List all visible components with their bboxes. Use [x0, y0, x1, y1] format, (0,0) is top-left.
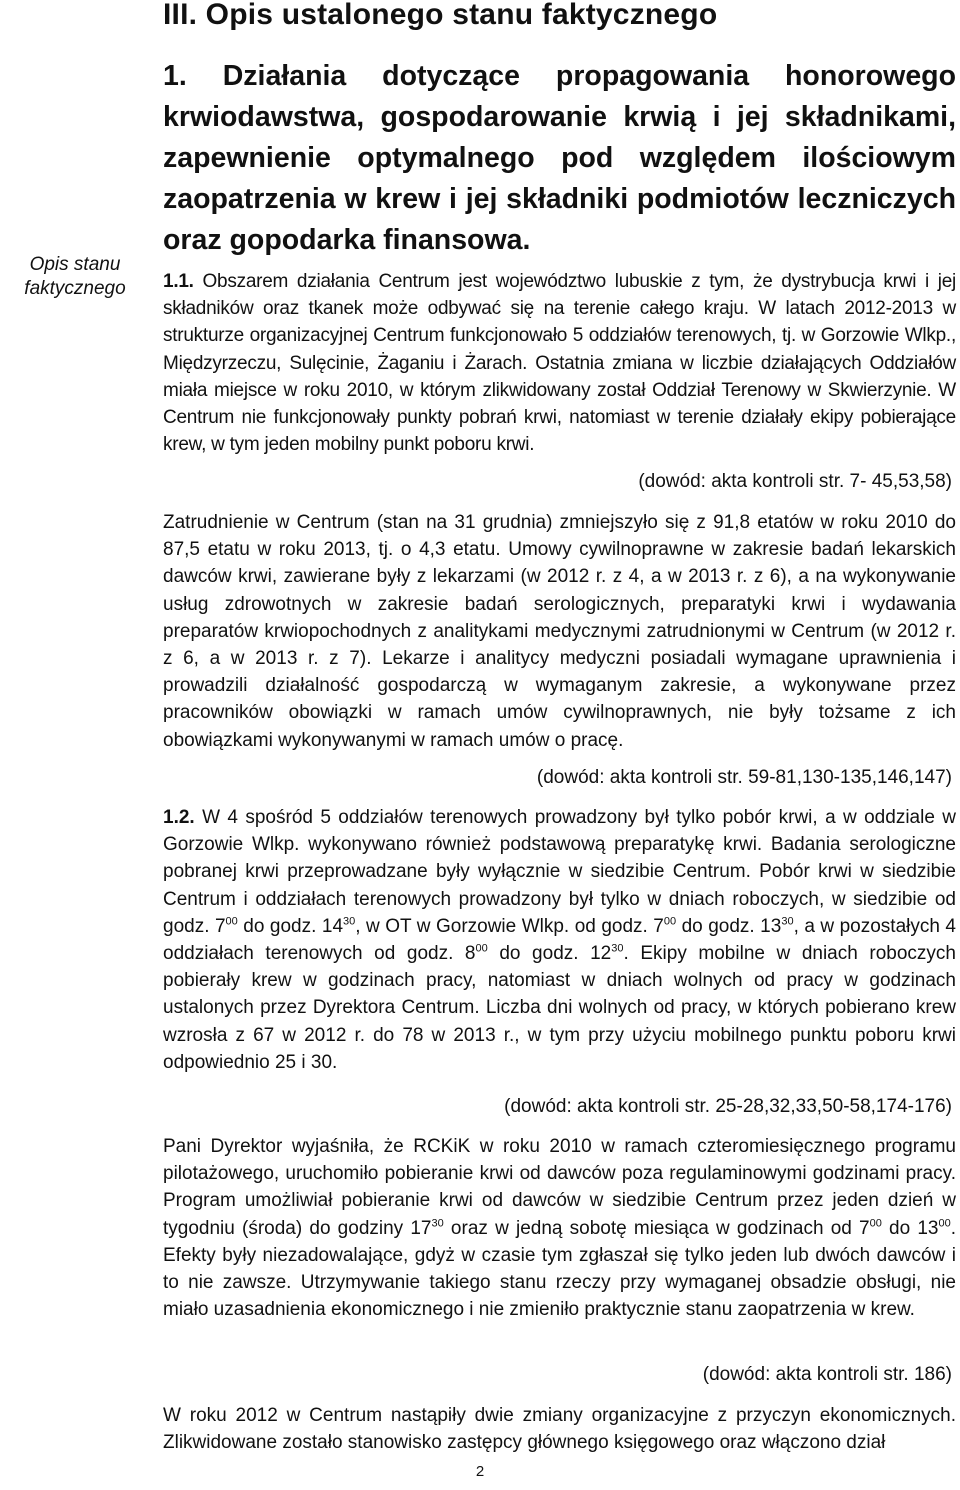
subsection-title: 1. Działania dotyczące propagowania honorowego krwiodawstwa, gospodarowanie krwią i jej składnikami, zapewnienie optymalnego pod względem ilościowym zaopatrzenia w krew i jej składniki podmiotów leczniczych oraz gopodarka finansowa. [163, 60, 956, 256]
evidence-note: (dowód: akta kontroli str. 59-81,130-135,146,147) [536, 767, 952, 788]
evidence-note: (dowód: akta kontroli str. 25-28,32,33,50-58,174-176) [504, 1096, 952, 1117]
section-title: III. Opis ustalonego stanu faktycznego [163, 0, 718, 31]
paragraph-1-2: 1.2. W 4 spośród 5 oddziałów terenowych prowadzony był tylko pobór krwi, a w oddziale w Gorzowie Wlkp. wykonywano również podstawową preparatykę krwi. Badania serologiczne pobranej krwi przeprowadzane były wyłącznie w siedzibie Centrum. Pobór krwi w siedzibie Centrum i oddziałach terenowych prowadzony był tylko w dniach roboczych, w siedzibie od godz. $7^{00}$ do godz. $14^{30}$, w OT w Gorzowie Wlkp. od godz. $7^{00}$ do godz. $13^{30}$, a w pozostałych 4 oddziałach terenowych od godz. $8^{00}$ do godz. $12^{30}$. Ekipy mobilne w dniach roboczych pobierały krew w godzinach pracy, natomiast w dniach wolnych od pracy w godzinach ustalonych przez Dyrektora Centrum. Liczba dni wolnych od pracy, w których pobierano krew wzrosła z 67 w 2012 r. do 78 w 2013 r., w tym przy użyciu mobilnego punktu poboru krwi odpowiednio 25 i 30. [163, 807, 956, 1073]
paragraph-text: Obszarem działania Centrum jest województwo lubuskie z tym, że dystrybucja krwi i jej składników oraz tkanek może odbywać się na terenie całego kraju. W latach 2012-2013 w strukturze organizacyjnej Centrum funkcjonowało 5 oddziałów terenowych, tj. w Gorzowie Wlkp., Międzyrzeczu, Sulęcinie, Żaganiu i Żarach. Ostatnia zmiana w liczbie działających Oddziałów miała miejsce w roku 2010, w którym zlikwidowany został Oddział Terenowy w Skwierzynie. W Centrum nie funkcjonowały punkty pobrań krwi, natomiast w terenie działały ekipy pobierające krew, w tym jeden mobilny punkt poboru krwi. [163, 271, 957, 456]
evidence-note: (dowód: akta kontroli str. 186) [702, 1364, 952, 1385]
paragraph-1-1 [163, 268, 956, 458]
paragraph-employment: Zatrudnienie w Centrum (stan na 31 grudnia) zmniejszyło się z 91,8 etatów w roku 2010 do 87,5 etatu w roku 2013, tj. o 4,3 etatu. Umowy cywilnoprawne w zakresie badań lekarskich dawców krwi, zawierane były z lekarzami (w 2012 r. z 4, a w 2013 r. z 6), a na wykonywanie usług zdrowotnych w zakresie badań serologicznych, preparatyki krwi i wydawania preparatów krwiopochodnych z analitykami medycznymi zatrudnionymi w Centrum (w 2012 r. z 6, a w 2013 r. z 7). Lekarze i analitycy medyczni posiadali wymagane uprawnienia i prowadzili działalność gospodarczą w wymaganym zakresie, a wykonywane przez pracowników obowiązki w ramach umów cywilnoprawnych, nie były tożsame z ich obowiązkami wykonywanymi w ramach umów o pracę. [163, 512, 956, 751]
margin-note-line2: faktycznego [24, 278, 126, 299]
paragraph-number: 1.2. [163, 807, 195, 828]
paragraph-director-explanation: Pani Dyrektor wyjaśniła, że RCKiK w roku 2010 w ramach czteromiesięcznego programu pilotażowego, uruchomiło pobieranie krwi od dawców poza regulaminowymi godzinami pracy. Program umożliwiał pobieranie krwi od dawców w siedzibie Centrum przez jeden dzień w tygodniu (środa) do godziny $17^{30}$ oraz w jedną sobotę miesiąca w godzinach od $7^{00}$ do $13^{00}$. Efekty były niezadowalające, gdyż w czasie tym zgłaszał się tylko jeden lub dwóch dawców i to nie zawsze. Utrzymywanie takiego stanu rzeczy przy wymaganej obsadzie obsługi, nie miało uzasadnienia ekonomicznego i nie zmieniło praktycznie stanu zaopatrzenia w krew. [163, 1136, 957, 1321]
margin-note-line1: Opis stanu [29, 254, 121, 275]
page-number: 2 [475, 1463, 485, 1480]
paragraph-number: 1.1. [163, 271, 194, 292]
paragraph-organizational-changes: W roku 2012 w Centrum nastąpiły dwie zmiany organizacyjne z przyczyn ekonomicznych. Zlikwidowane zostało stanowisko zastępcy głównego księgowego oraz włączono dział [163, 1405, 956, 1454]
margin-note [0, 253, 150, 301]
evidence-note: (dowód: akta kontroli str. 7- 45,53,58) [638, 471, 952, 492]
